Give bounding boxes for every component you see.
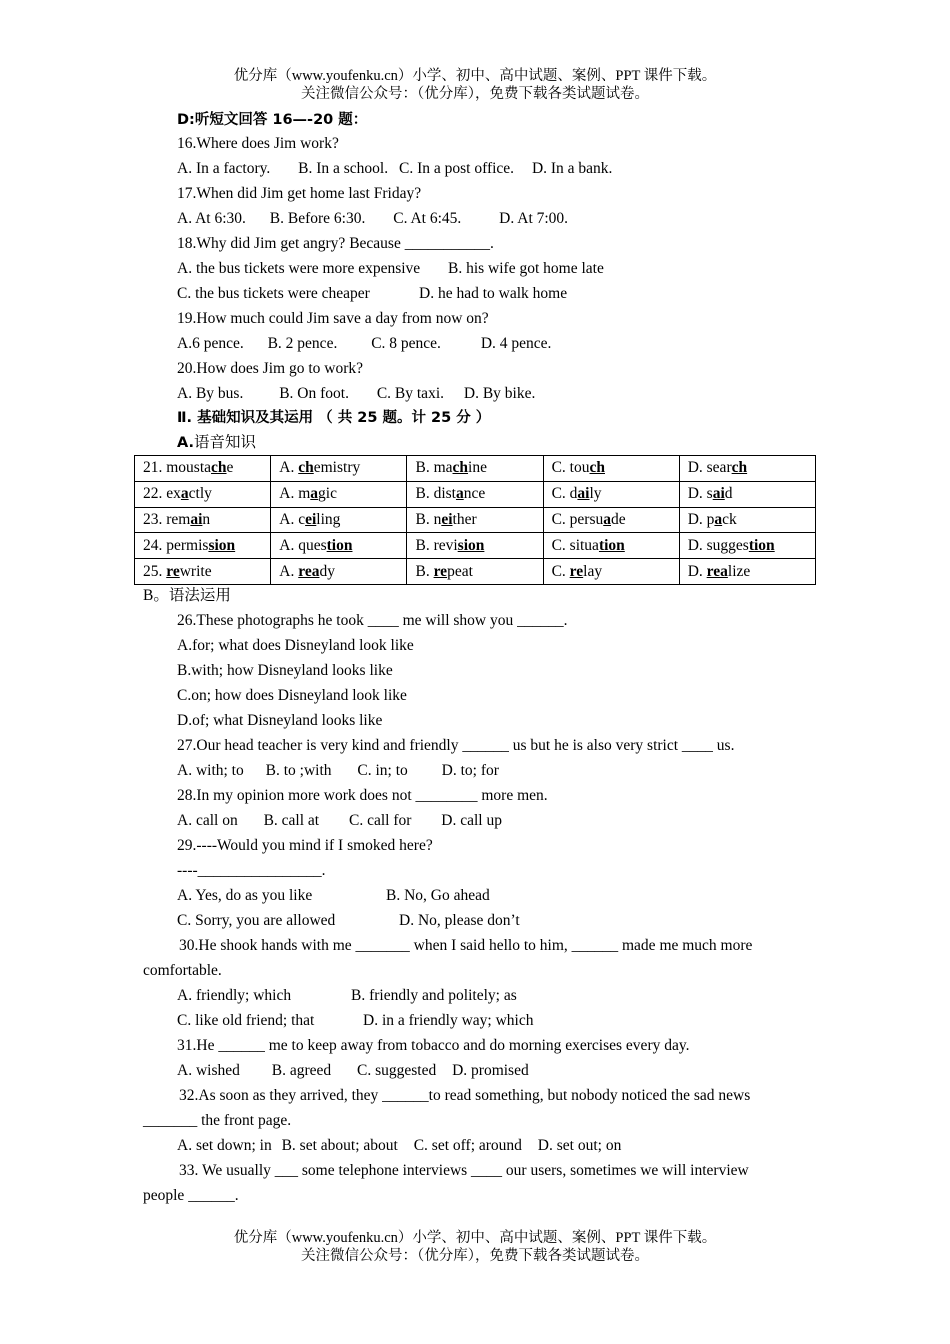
q26-option-d: D.of; what Disneyland looks like: [177, 712, 383, 729]
q30-stem: 30.He shook hands with me _______ when I said hello to him, ______ made me much more: [179, 937, 753, 954]
table-cell: A. ceiling: [271, 507, 407, 533]
footer-line-2: 关注微信公众号：（优分库），免费下载各类试题试卷。: [301, 1248, 649, 1264]
table-cell: 24. permission: [135, 533, 271, 559]
footer-line-1: 优分库（www.youfenku.cn）小学、初中、高中试题、案例、PPT 课件下载。: [233, 1230, 717, 1246]
sub-a-heading: [177, 433, 256, 453]
table-row: [135, 507, 816, 533]
q20-options: [177, 384, 535, 404]
q16-option-a: A. In a factory.: [177, 160, 271, 177]
table-cell: C. touch: [543, 456, 679, 482]
header-line-2: 关注微信公众号：（优分库），免费下载各类试题试卷。: [301, 86, 649, 102]
q29-option-b: B. No, Go ahead: [386, 887, 490, 904]
q31-option-b: B. agreed: [271, 1062, 332, 1079]
q26-option-a: A.for; what does Disneyland look like: [177, 637, 414, 654]
q28-options: [177, 811, 502, 831]
table-cell: A. magic: [271, 481, 407, 507]
q20-option-b: B. On foot.: [279, 385, 349, 402]
q27-option-a: A. with; to: [177, 762, 244, 779]
page-footer: [0, 1229, 950, 1265]
q32-options: [177, 1136, 621, 1156]
q29-stem: 29.----Would you mind if I smoked here?: [177, 837, 433, 854]
q28-option-b: B. call at: [263, 812, 320, 829]
q30-stem-cont: comfortable.: [143, 962, 222, 979]
table-cell: B. machine: [407, 456, 543, 482]
table-cell: A. chemistry: [271, 456, 407, 482]
q32-option-c: C. set off; around: [413, 1137, 522, 1154]
q27-option-d: D. to; for: [441, 762, 499, 779]
q17-options: [177, 209, 568, 229]
table-cell: D. suggestion: [679, 533, 815, 559]
table-cell: A. question: [271, 533, 407, 559]
q16-option-d: D. In a bank.: [531, 160, 613, 177]
q16-options: [177, 159, 612, 179]
q30-option-a: A. friendly; which: [177, 987, 292, 1004]
table-cell: 23. remain: [135, 507, 271, 533]
q31-options: [177, 1061, 529, 1081]
table-cell: 21. moustache: [135, 456, 271, 482]
q29-option-c: C. Sorry, you are allowed: [177, 912, 336, 929]
table-cell: 22. exactly: [135, 481, 271, 507]
q18-option-b: B. his wife got home late: [448, 260, 604, 277]
table-cell: B. revision: [407, 533, 543, 559]
table-cell: C. relay: [543, 559, 679, 585]
q16-option-c: C. In a post office.: [398, 160, 515, 177]
q31-option-a: A. wished: [177, 1062, 240, 1079]
table-cell: C. situation: [543, 533, 679, 559]
q32-option-a: A. set down; in: [177, 1137, 272, 1154]
q29-blank: ----________________.: [177, 862, 326, 879]
q29-option-a: A. Yes, do as you like: [177, 887, 313, 904]
q16-stem: 16.Where does Jim work?: [177, 135, 339, 152]
table-row: [135, 456, 816, 482]
q18-option-d: D. he had to walk home: [419, 285, 568, 302]
q19-options: [177, 334, 551, 354]
q17-option-a: A. At 6:30.: [177, 210, 246, 227]
q32-stem-cont: _______ the front page.: [143, 1112, 292, 1129]
q33-stem: 33. We usually ___ some telephone interviews ____ our users, sometimes we will interview: [179, 1162, 749, 1179]
table-cell: D. realize: [679, 559, 815, 585]
q29-option-d: D. No, please don’t: [399, 912, 520, 929]
q16-option-b: B. In a school.: [298, 160, 389, 177]
table-cell: B. neither: [407, 507, 543, 533]
table-cell: 25. rewrite: [135, 559, 271, 585]
q20-option-c: C. By taxi.: [376, 385, 444, 402]
q18-stem: 18.Why did Jim get angry? Because ___________.: [177, 235, 494, 252]
q20-option-a: A. By bus.: [177, 385, 244, 402]
q28-option-c: C. call for: [348, 812, 412, 829]
q18-option-c: C. the bus tickets were cheaper: [177, 285, 370, 302]
q26-option-b: B.with; how Disneyland looks like: [177, 662, 393, 679]
q17-option-c: C. At 6:45.: [393, 210, 462, 227]
q31-stem: 31.He ______ me to keep away from tobacco and do morning exercises every day.: [177, 1037, 690, 1054]
q19-stem: 19.How much could Jim save a day from now on?: [177, 310, 489, 327]
table-row: [135, 481, 816, 507]
q33-stem-cont: people ______.: [143, 1187, 239, 1204]
table-cell: A. ready: [271, 559, 407, 585]
q27-stem: 27.Our head teacher is very kind and friendly ______ us but he is also very strict ____ us.: [177, 737, 735, 754]
q32-option-d: D. set out; on: [537, 1137, 622, 1154]
page-header: [0, 67, 950, 103]
q30-option-b: B. friendly and politely; as: [351, 987, 517, 1004]
q18-option-a: A. the bus tickets were more expensive: [177, 260, 421, 277]
q17-option-d: D. At 7:00.: [499, 210, 569, 227]
q20-stem: 20.How does Jim go to work?: [177, 360, 363, 377]
q32-stem: 32.As soon as they arrived, they ______to read something, but nobody noticed the sad news: [179, 1087, 751, 1104]
q17-stem: 17.When did Jim get home last Friday?: [177, 185, 422, 202]
q27-option-b: B. to ;with: [265, 762, 332, 779]
table-cell: C. persuade: [543, 507, 679, 533]
sub-a-title: 语音知识: [194, 434, 257, 451]
section-2-title: Ⅱ. 基础知识及其运用 （ 共 25 题。计 25 分 ）: [177, 410, 491, 426]
q26-option-c: C.on; how does Disneyland look like: [177, 687, 407, 704]
table-cell: D. said: [679, 481, 815, 507]
section-d-title: D:听短文回答 16—-20 题：: [177, 112, 368, 128]
table-row: [135, 559, 816, 585]
table-cell: D. pack: [679, 507, 815, 533]
q30-option-d: D. in a friendly way; which: [363, 1012, 534, 1029]
table-cell: B. distance: [407, 481, 543, 507]
q17-option-b: B. Before 6:30.: [269, 210, 366, 227]
header-line-1: 优分库（www.youfenku.cn）小学、初中、高中试题、案例、PPT 课件下载。: [233, 68, 717, 84]
q28-option-d: D. call up: [441, 812, 502, 829]
table-cell: B. repeat: [407, 559, 543, 585]
table-cell: C. daily: [543, 481, 679, 507]
table-row: [135, 533, 816, 559]
q31-option-c: C. suggested: [357, 1062, 437, 1079]
q19-option-a: A.6 pence.: [177, 335, 244, 352]
q19-option-c: C. 8 pence.: [371, 335, 441, 352]
q19-option-d: D. 4 pence.: [480, 335, 552, 352]
q26-stem: 26.These photographs he took ____ me will show you ______.: [177, 612, 568, 629]
q19-option-b: B. 2 pence.: [267, 335, 338, 352]
q27-option-c: C. in; to: [357, 762, 408, 779]
table-cell: D. search: [679, 456, 815, 482]
q31-option-d: D. promised: [452, 1062, 529, 1079]
q32-option-b: B. set about; about: [281, 1137, 398, 1154]
q28-option-a: A. call on: [177, 812, 238, 829]
q28-stem: 28.In my opinion more work does not ________ more men.: [177, 787, 548, 804]
phonetics-table: [134, 455, 816, 585]
sub-b-title: B。语法运用: [143, 587, 231, 604]
q30-option-c: C. like old friend; that: [177, 1012, 315, 1029]
q20-option-d: D. By bike.: [463, 385, 536, 402]
q27-options: [177, 761, 499, 781]
sub-a-prefix: A.: [177, 435, 194, 451]
